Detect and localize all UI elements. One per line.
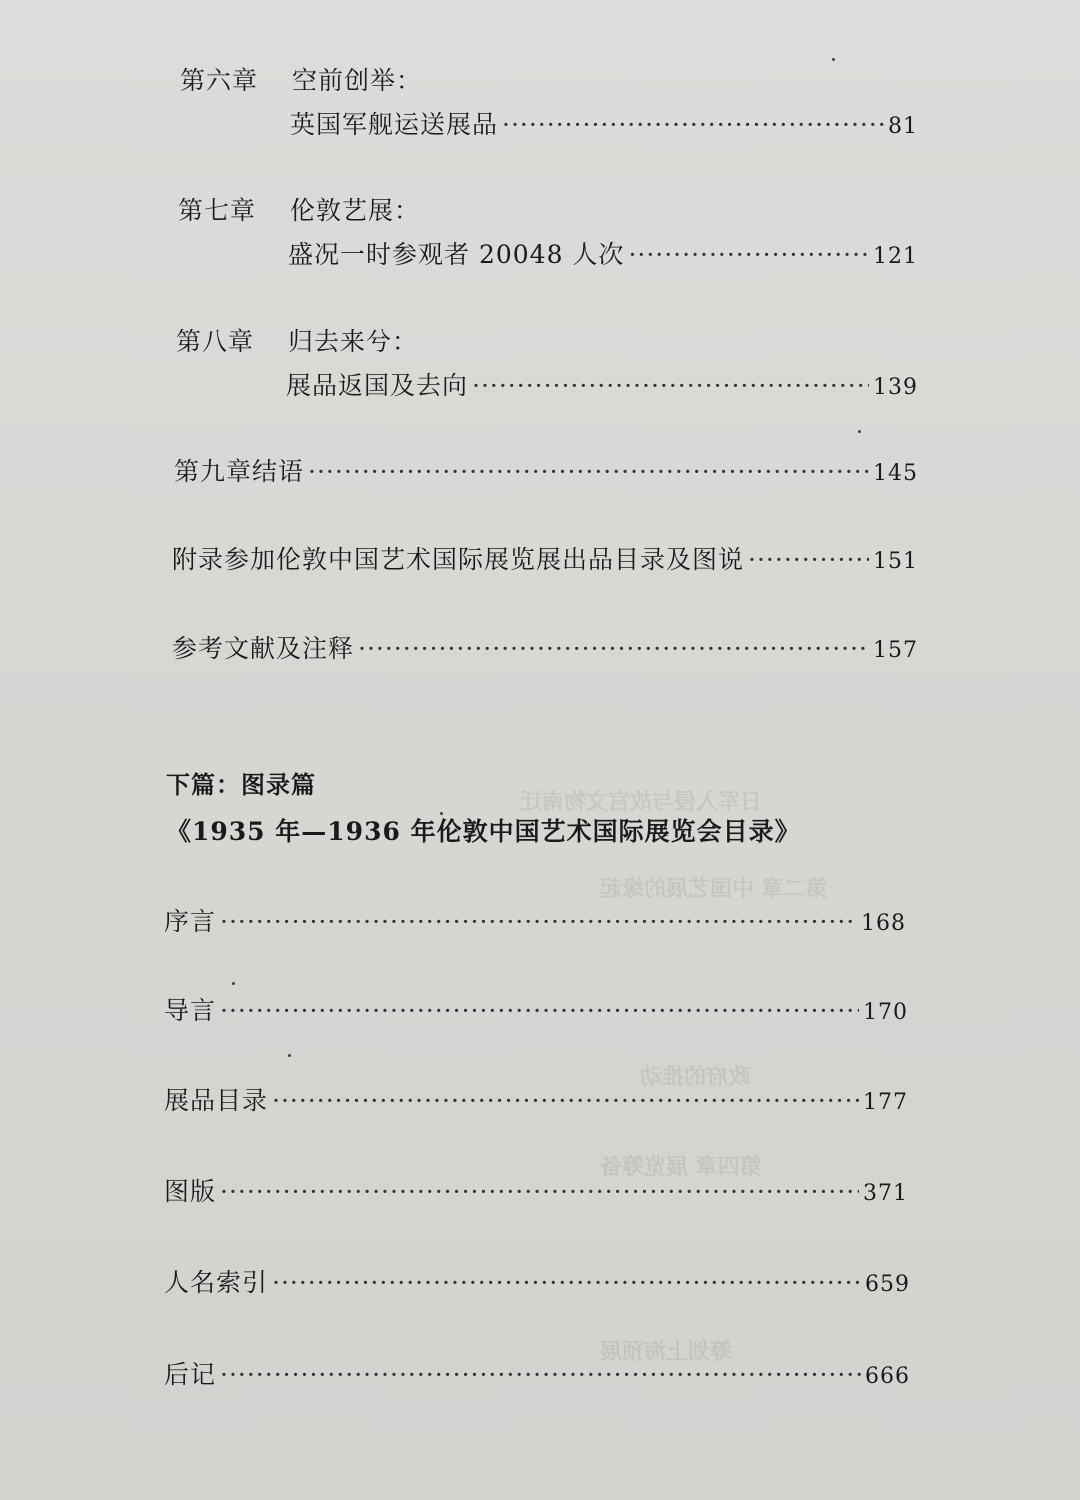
paper-speck	[440, 812, 443, 815]
chapter-6-heading	[180, 64, 422, 98]
page-number: 177	[863, 1090, 908, 1115]
page-number: 168	[861, 911, 906, 936]
toc-entry-references[interactable]	[172, 632, 918, 668]
chapter-8-heading	[176, 325, 418, 359]
dot-leader	[220, 994, 859, 1028]
entry-title: 导言	[164, 996, 217, 1025]
dot-leader	[472, 369, 869, 403]
part-two-heading: 下篇：图录篇	[166, 770, 316, 799]
chapter-title: 伦敦艺展：	[290, 196, 421, 225]
dot-leader	[748, 543, 869, 577]
paper-speck	[858, 430, 861, 433]
entry-title: 展品目录	[164, 1086, 269, 1115]
toc-entry-chapter-8[interactable]	[286, 369, 918, 405]
page-number: 145	[873, 461, 918, 486]
show-through-text: 第二章 中国艺展的缘起	[600, 876, 828, 902]
toc-entry-introduction[interactable]	[164, 994, 908, 1030]
page-number: 139	[873, 375, 918, 400]
dot-leader	[308, 455, 869, 489]
show-through-text: 日军入侵与故宫文物南迁	[520, 789, 763, 815]
dot-leader	[220, 1175, 859, 1209]
entry-title: 结语	[252, 457, 305, 486]
show-through-text: 第四章 展览筹备	[600, 1154, 762, 1180]
chapter-label: 第八章	[176, 327, 255, 356]
appendix-label: 附录	[172, 545, 225, 574]
dot-leader	[220, 1358, 861, 1392]
page-number: 151	[873, 549, 918, 574]
entry-title: 盛况一时参观者 20048 人次	[288, 240, 625, 269]
toc-entry-chapter-9[interactable]	[174, 455, 918, 491]
dot-leader	[220, 905, 857, 939]
chapter-title: 归去来兮：	[288, 327, 419, 356]
show-through-text: 筹划上海预展	[600, 1339, 733, 1365]
chapter-label: 第九章	[174, 457, 253, 486]
entry-title: 人名索引	[164, 1268, 269, 1297]
entry-title: 序言	[164, 907, 217, 936]
entry-title: 参考文献及注释	[172, 634, 355, 663]
dot-leader	[502, 108, 884, 142]
page-number: 371	[863, 1181, 908, 1206]
page-number: 666	[865, 1364, 910, 1389]
dot-leader	[628, 238, 869, 272]
toc-entry-preface[interactable]	[164, 905, 906, 941]
page-number: 170	[863, 1000, 908, 1025]
entry-title: 图版	[164, 1177, 217, 1206]
entry-title: 后记	[164, 1360, 217, 1389]
chapter-label: 第六章	[180, 66, 259, 95]
chapter-label: 第七章	[178, 196, 257, 225]
page-number: 659	[865, 1272, 910, 1297]
toc-entry-chapter-7[interactable]	[288, 238, 918, 274]
paper-speck	[832, 58, 835, 61]
paper-speck	[288, 1054, 291, 1057]
page-number: 81	[888, 114, 918, 139]
paper-speck	[232, 982, 235, 985]
toc-entry-plates[interactable]	[164, 1175, 908, 1211]
chapter-title: 空前创举：	[292, 66, 423, 95]
toc-entry-appendix[interactable]	[172, 543, 918, 579]
entry-title: 英国军舰运送展品	[290, 110, 499, 139]
catalog-title: 《1935 年—1936 年伦敦中国艺术国际展览会目录》	[166, 817, 801, 846]
toc-entry-afterword[interactable]	[164, 1358, 910, 1394]
show-through-text: 政府的推动	[640, 1064, 751, 1090]
page-number: 157	[873, 638, 918, 663]
chapter-7-heading	[178, 194, 420, 228]
dot-leader	[272, 1266, 861, 1300]
entry-title: 展品返国及去向	[286, 371, 469, 400]
toc-entry-exhibit-catalog[interactable]	[164, 1084, 908, 1120]
dot-leader	[272, 1084, 859, 1118]
page-number: 121	[873, 244, 918, 269]
entry-title: 参加伦敦中国艺术国际展览展出品目录及图说	[224, 545, 745, 574]
toc-entry-chapter-6[interactable]	[290, 108, 918, 144]
dot-leader	[358, 632, 869, 666]
toc-entry-name-index[interactable]	[164, 1266, 910, 1302]
